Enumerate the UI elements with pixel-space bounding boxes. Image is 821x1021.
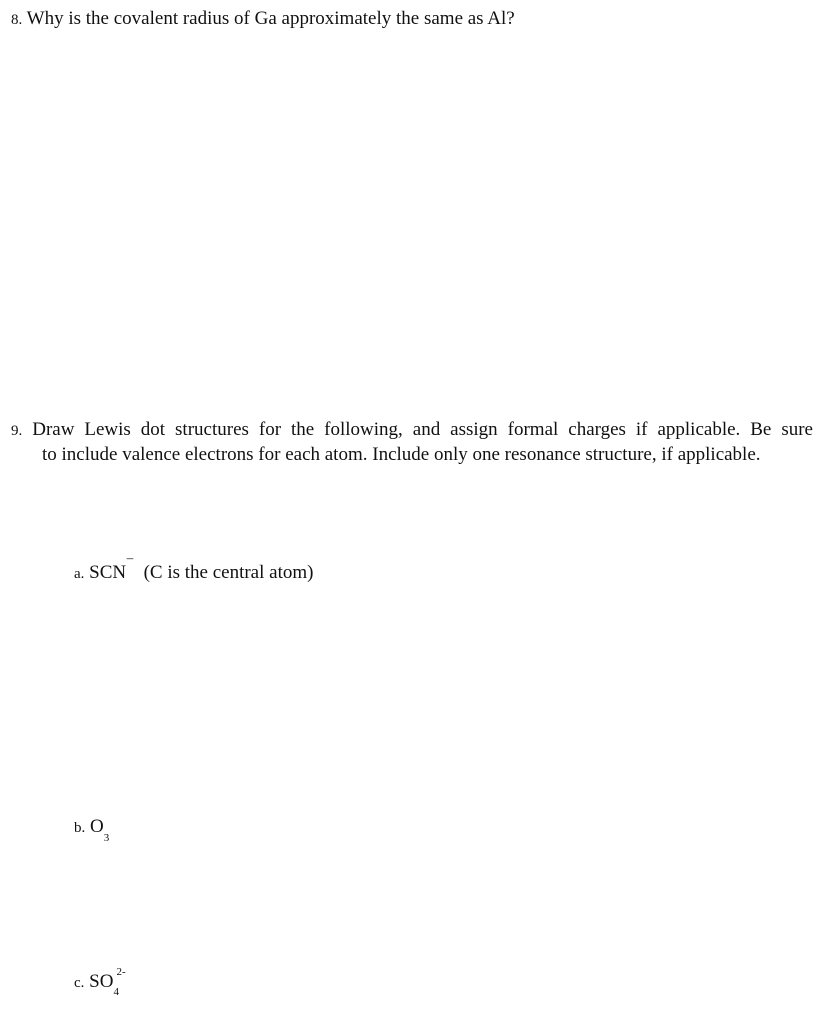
part-a-letter: a. — [74, 566, 85, 582]
part-b-letter: b. — [74, 820, 86, 836]
question-9-line1: Draw Lewis dot structures for the following, and assign formal charges if applicable. Be sure — [32, 419, 813, 440]
question-9-number: 9. — [11, 423, 23, 439]
part-a-charge: ‾ — [127, 557, 133, 576]
question-8-number: 8. — [11, 12, 23, 28]
part-c-superscript: 2- — [116, 966, 126, 978]
question-9-rest: to include valence electrons for each atom. Include only one resonance structure, if applicable. — [42, 444, 761, 465]
question-8-text: Why is the covalent radius of Ga approximately the same as Al? — [26, 8, 515, 29]
part-a-formula: SCN — [89, 562, 127, 583]
question-9-part-c — [74, 966, 126, 998]
part-a-note: (C is the central atom) — [143, 562, 314, 583]
question-9-first-line — [11, 418, 813, 443]
part-c-letter: c. — [74, 975, 85, 991]
question-9 — [11, 418, 813, 467]
part-c-subscript: 4 — [113, 986, 119, 998]
part-b-formula: O — [90, 816, 104, 837]
question-8 — [11, 7, 515, 32]
question-9-part-b — [74, 815, 110, 844]
part-b-subscript: 3 — [103, 832, 110, 844]
part-c-sub-sup — [113, 966, 126, 998]
part-c-formula: SO — [89, 971, 114, 992]
question-9-part-a — [74, 557, 314, 586]
